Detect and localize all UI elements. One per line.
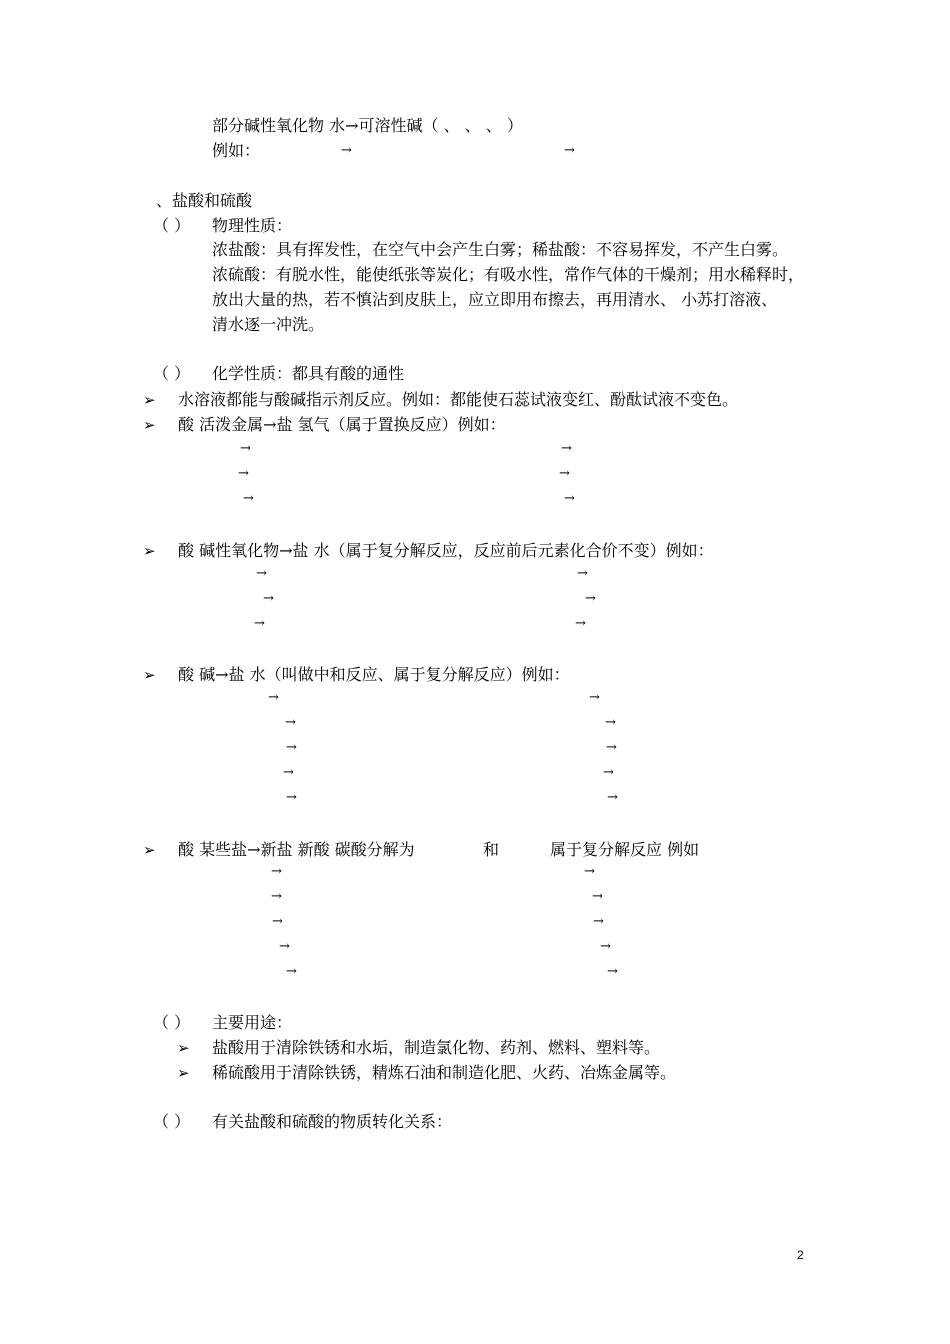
bullet-acid-salt-tail: 属于复分解反应 例如	[550, 840, 700, 859]
arrow: →	[575, 616, 586, 631]
arrow: →	[577, 566, 588, 581]
bullet-icon: ➢	[143, 841, 156, 859]
arrow: →	[279, 939, 290, 954]
bullet-acid-oxide-text: 酸 碱性氧化物→盐 水（属于复分解反应，反应前后元素化合价不变）例如：	[178, 541, 714, 560]
arrow: →	[256, 566, 267, 581]
arrow: →	[272, 914, 283, 929]
arrow: →	[600, 939, 611, 954]
bullet-icon: ➢	[143, 391, 156, 409]
item-number-paren: （ ）	[153, 1013, 191, 1032]
bullet-indicator-text: 水溶液都能与酸碱指示剂反应。例如：都能使石蕊试液变红、酚酞试液不变色。	[178, 390, 739, 409]
arrow: →	[268, 690, 279, 705]
arrow: →	[605, 715, 616, 730]
arrow: →	[240, 441, 251, 456]
arrow: →	[564, 491, 575, 506]
bullet-acid-salt-text: 酸 某些盐→新盐 新酸 碳酸分解为	[178, 840, 415, 859]
conversion-label: 有关盐酸和硫酸的物质转化关系：	[212, 1112, 453, 1131]
use-h2so4-text: 稀硫酸用于清除铁锈，精炼石油和制造化肥、火药、冶炼金属等。	[212, 1063, 677, 1082]
physical-hcl-text: 浓盐酸：具有挥发性，在空气中会产生白雾；稀盐酸：不容易挥发，不产生白雾。	[212, 240, 789, 259]
arrow: →	[589, 690, 600, 705]
arrow: →	[286, 740, 297, 755]
arrow: →	[243, 491, 254, 506]
arrow: →	[341, 143, 352, 158]
physical-h2so4-line-1: 浓硫酸：有脱水性，能使纸张等炭化；有吸水性，常作气体的干燥剂；用水稀释时，	[212, 265, 805, 284]
arrow: →	[286, 790, 297, 805]
arrow: →	[584, 864, 595, 879]
bullet-icon: ➢	[177, 1064, 190, 1082]
arrow: →	[606, 740, 617, 755]
arrow: →	[564, 143, 575, 158]
physical-h2so4-line-2: 放出大量的热，若不慎沾到皮肤上，应立即用布擦去，再用清水、 小苏打溶液、	[212, 290, 778, 309]
bullet-icon: ➢	[143, 416, 156, 434]
arrow: →	[559, 466, 570, 481]
section-heading: 、盐酸和硫酸	[156, 191, 253, 210]
arrow: →	[561, 441, 572, 456]
bullet-acid-base-text: 酸 碱→盐 水（叫做中和反应、属于复分解反应）例如：	[178, 665, 570, 684]
arrow: →	[254, 616, 265, 631]
bullet-acid-salt-and: 和	[483, 840, 500, 859]
item-number-paren: （ ）	[153, 216, 191, 235]
page-number: 2	[797, 1248, 804, 1262]
bullet-icon: ➢	[177, 1039, 190, 1057]
chemical-properties-label: 化学性质：都具有酸的通性	[212, 364, 405, 383]
physical-h2so4-line-3: 清水逐一冲洗。	[212, 315, 325, 334]
item-number-paren: （ ）	[153, 364, 191, 383]
use-hcl-text: 盐酸用于清除铁锈和水垢，制造氯化物、药剂、燃料、塑料等。	[212, 1038, 661, 1057]
arrow: →	[238, 466, 249, 481]
arrow: →	[263, 591, 274, 606]
arrow: →	[271, 864, 282, 879]
arrow: →	[283, 765, 294, 780]
arrow: →	[603, 765, 614, 780]
item-number-paren: （ ）	[153, 1112, 191, 1131]
arrow: →	[271, 889, 282, 904]
bullet-icon: ➢	[143, 666, 156, 684]
arrow: →	[585, 591, 596, 606]
arrow: →	[285, 715, 296, 730]
bullet-acid-metal-text: 酸 活泼金属→盐 氢气（属于置换反应）例如：	[178, 415, 506, 434]
uses-label: 主要用途：	[212, 1013, 293, 1032]
arrow: →	[286, 964, 297, 979]
intro-line-2: 例如：	[212, 141, 261, 160]
intro-line-1: 部分碱性氧化物 水→可溶性碱（ 、 、 、 ）	[212, 116, 523, 135]
physical-properties-label: 物理性质：	[212, 216, 293, 235]
arrow: →	[593, 914, 604, 929]
arrow: →	[607, 964, 618, 979]
arrow: →	[592, 889, 603, 904]
bullet-icon: ➢	[143, 542, 156, 560]
arrow: →	[607, 790, 618, 805]
